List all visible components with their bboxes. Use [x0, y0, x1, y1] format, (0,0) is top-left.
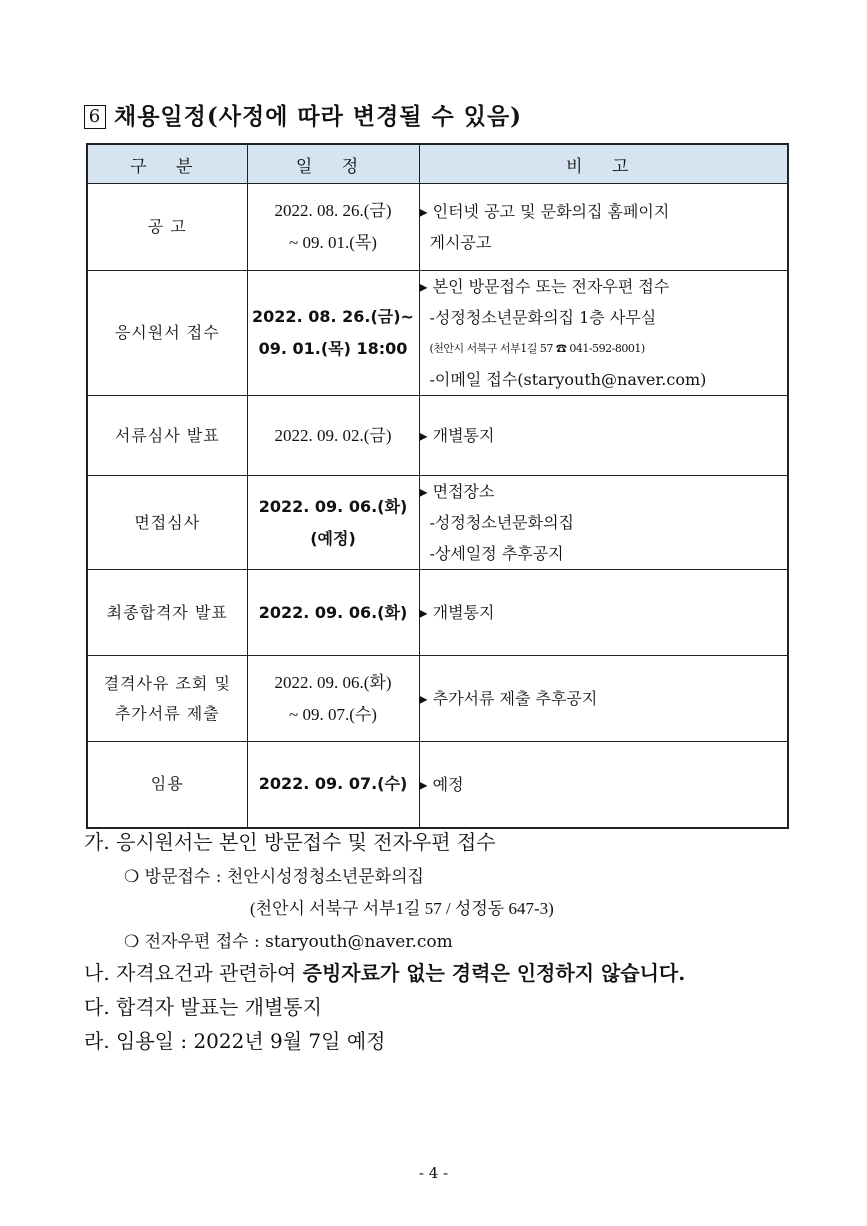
- date-line: 09. 01.(목) 18:00: [258, 339, 408, 358]
- row-remarks: [419, 271, 788, 396]
- category-line: 임용: [150, 774, 184, 794]
- table-row: [87, 184, 788, 271]
- category-line: 서류심사 발표: [114, 425, 220, 445]
- category-line: 면접심사: [134, 512, 201, 532]
- row-category: [87, 271, 247, 396]
- row-remarks: [419, 742, 788, 828]
- remark-line: (천안시 서북구 서부1길 57 ☎ 041-592-8001): [429, 342, 645, 355]
- category-line: 결격사유 조회 및: [103, 673, 231, 693]
- row-remarks: [419, 656, 788, 742]
- remark-line: -성정청소년문화의집 1층 사무실: [429, 308, 657, 327]
- category-line: 응시원서 접수: [114, 323, 220, 342]
- note-visit-address: (천안시 서북구 서부1길 57 / 성정동 647-3): [250, 899, 554, 918]
- remark-line: -이메일 접수(staryouth@naver.com): [429, 370, 707, 389]
- table-row: [87, 570, 788, 656]
- category-line: 추가서류 제출: [114, 703, 220, 723]
- table-row: [87, 742, 788, 828]
- schedule-table: [86, 143, 789, 829]
- date-line: 2022. 08. 26.(금)~: [252, 307, 414, 326]
- section-number: 6: [84, 105, 106, 129]
- row-date: [247, 570, 419, 656]
- row-date: [247, 656, 419, 742]
- row-category: [87, 396, 247, 476]
- note-na-emphasis: 증빙자료가 없는 경력은 인정하지 않습니다.: [302, 961, 686, 985]
- row-category: [87, 570, 247, 656]
- row-category: [87, 742, 247, 828]
- note-ga: 가. 응시원서는 본인 방문접수 및 전자우편 접수: [84, 830, 496, 854]
- note-da: 다. 합격자 발표는 개별통지: [84, 995, 322, 1019]
- section-title-text: 채용일정(사정에 따라 변경될 수 있음): [114, 103, 523, 130]
- remark-line: -성정청소년문화의집: [429, 513, 575, 532]
- date-line: (예정): [310, 528, 356, 548]
- row-remarks: [419, 476, 788, 570]
- table-row: [87, 271, 788, 396]
- remark-line: ▸ 추가서류 제출 추후공지: [419, 689, 598, 708]
- category-line: 최종합격자 발표: [106, 602, 228, 622]
- date-line: ~ 09. 07.(수): [289, 704, 377, 724]
- row-category: [87, 656, 247, 742]
- date-line: 2022. 09. 06.(화): [274, 672, 392, 692]
- date-line: 2022. 09. 02.(금): [274, 425, 392, 445]
- page-number: - 4 -: [418, 1164, 449, 1182]
- row-category: [87, 184, 247, 271]
- date-line: 2022. 08. 26.(금): [274, 201, 392, 220]
- note-na-prefix: 나. 자격요건과 관련하여: [84, 961, 303, 985]
- row-remarks: [419, 396, 788, 476]
- header-category: 구 분: [87, 144, 247, 184]
- table-row: [87, 396, 788, 476]
- remark-line: ▸ 본인 방문접수 또는 전자우편 접수: [419, 277, 670, 296]
- row-category: [87, 476, 247, 570]
- table-header-row: [87, 144, 788, 184]
- remark-line: ▸ 개별통지: [419, 603, 495, 622]
- row-date: [247, 184, 419, 271]
- row-date: [247, 476, 419, 570]
- row-date: [247, 742, 419, 828]
- note-na: [84, 957, 685, 986]
- date-line: ~ 09. 01.(목): [289, 233, 377, 252]
- remark-line: 게시공고: [429, 233, 492, 252]
- date-line: 2022. 09. 06.(화): [258, 496, 408, 516]
- date-line: 2022. 09. 06.(화): [258, 602, 408, 622]
- table-row: [87, 656, 788, 742]
- remark-line: ▸ 면접장소: [419, 482, 495, 501]
- section-title: [84, 98, 522, 131]
- header-schedule: 일 정: [247, 144, 419, 184]
- category-line: 공 고: [147, 217, 187, 236]
- remark-line: -상세일정 추후공지: [429, 544, 564, 563]
- row-date: [247, 271, 419, 396]
- date-line: 2022. 09. 07.(수): [258, 774, 408, 794]
- row-remarks: [419, 570, 788, 656]
- remark-line: ▸ 인터넷 공고 및 문화의집 홈페이지: [419, 202, 670, 221]
- remark-line: ▸ 예정: [419, 774, 464, 794]
- note-email: ❍ 전자우편 접수 : staryouth@naver.com: [124, 932, 453, 952]
- note-ra: 라. 임용일 : 2022년 9월 7일 예정: [84, 1029, 386, 1053]
- header-remarks: 비 고: [419, 144, 788, 184]
- remark-line: ▸ 개별통지: [419, 426, 495, 445]
- row-remarks: [419, 184, 788, 271]
- note-visit: ❍ 방문접수 : 천안시성정청소년문화의집: [124, 867, 424, 887]
- table-row: [87, 476, 788, 570]
- row-date: [247, 396, 419, 476]
